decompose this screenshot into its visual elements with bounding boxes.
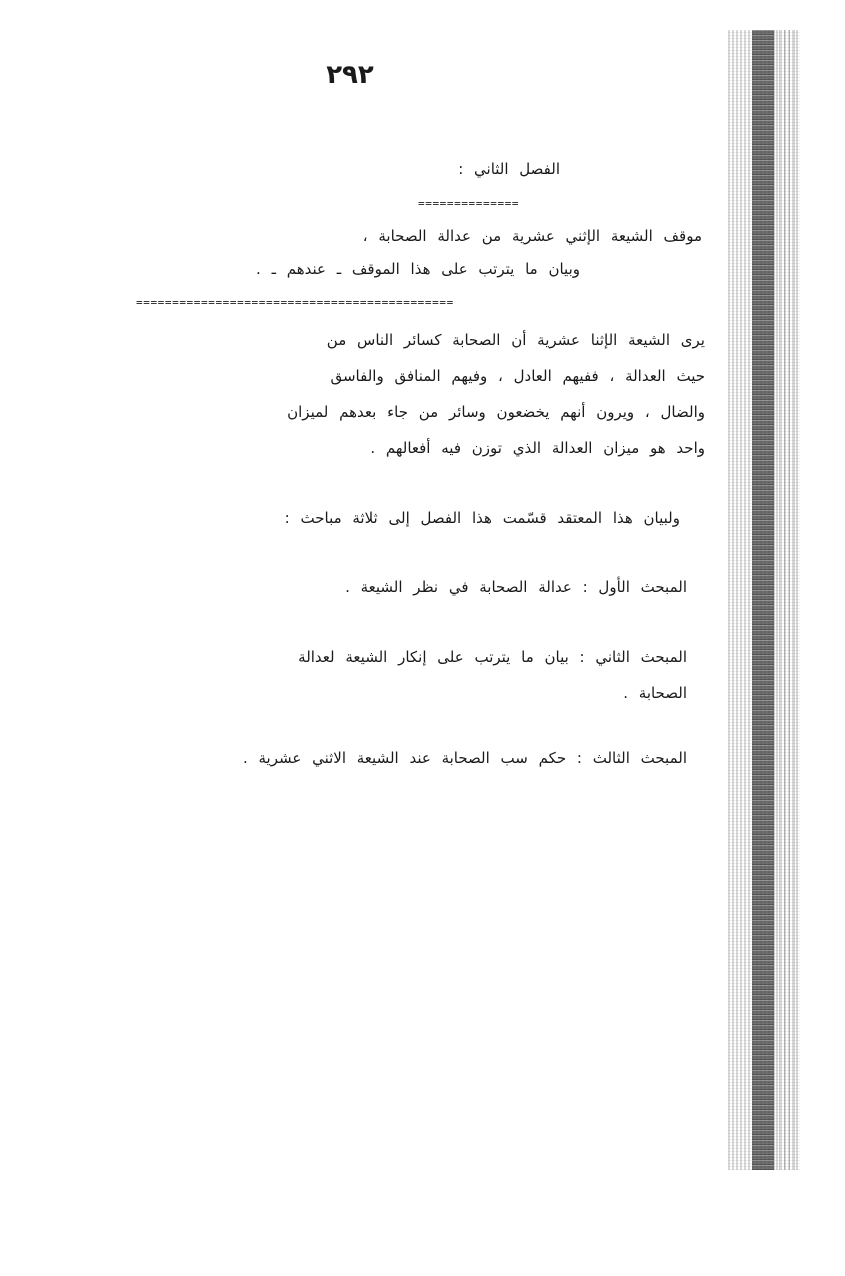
title-underline: ============================================ <box>136 296 454 309</box>
chapter-heading: الفصل الثاني : <box>458 160 560 178</box>
binding-edge-streaks <box>774 30 798 1170</box>
section-2-line-2: الصحابة . <box>623 684 687 702</box>
paragraph-line-1: يرى الشيعة الإثنا عشرية أن الصحابة كسائر الناس من <box>326 331 705 349</box>
binding-edge-shadow <box>752 30 774 1170</box>
heading-underline: ============== <box>418 197 520 210</box>
chapter-title-line-1: موقف الشيعة الإثني عشرية من عدالة الصحابة ، <box>362 227 702 245</box>
section-2-line-1: المبحث الثاني : بيان ما يترتب على إنكار الشيعة لعدالة <box>298 648 687 666</box>
section-1: المبحث الأول : عدالة الصحابة في نظر الشيعة . <box>345 578 687 596</box>
division-intro: ولبيان هذا المعتقد قسّمت هذا الفصل إلى ثلاثة مباحث : <box>284 509 680 527</box>
section-3: المبحث الثالث : حكم سب الصحابة عند الشيعة الاثني عشرية . <box>242 749 687 767</box>
paragraph-line-4: واحد هو ميزان العدالة الذي توزن فيه أفعالهم . <box>370 439 705 457</box>
paragraph-line-3: والضال ، ويرون أنهم يخضعون وسائر من جاء بعدهم لميزان <box>287 403 705 421</box>
page-number: ٢٩٢ <box>326 60 374 90</box>
paragraph-line-2: حيث العدالة ، ففيهم العادل ، وفيهم المنافق والفاسق <box>330 367 705 385</box>
chapter-title-line-2: وبيان ما يترتب على هذا الموقف ـ عندهم ـ . <box>256 260 580 278</box>
